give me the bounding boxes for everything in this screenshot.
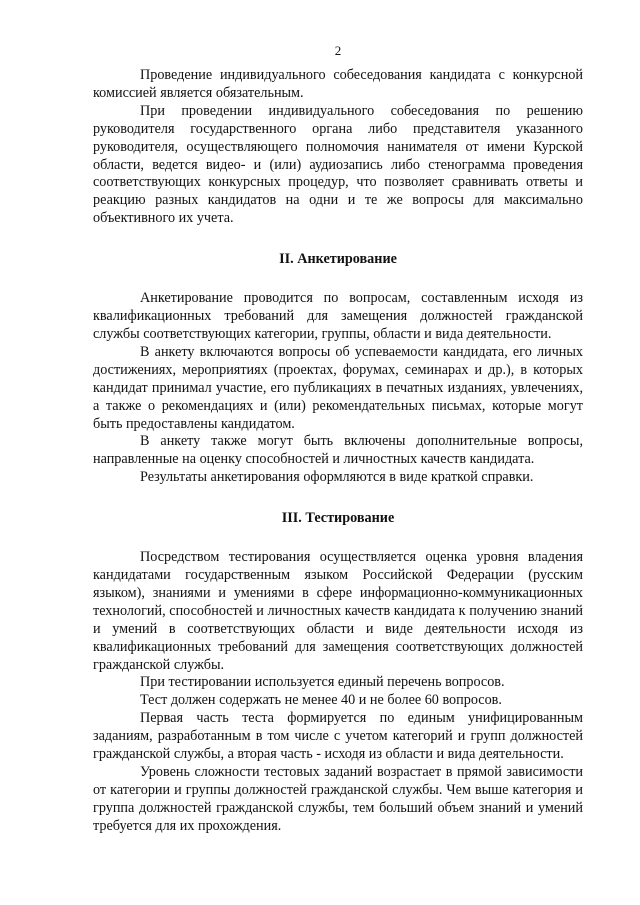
section-heading: II. Анкетирование — [279, 251, 397, 268]
paragraph: Посредством тестирования осуществляется оценка уровня владения кандидатами государственным языком Российской Федерации (русским языком), знаниями и умениями в сфере информационно-коммуникационных технологий, способностей и личностных качеств кандидата к получению знаний и умений в соответствующих области и виде деятельности исходя из квалификационных требований для замещения соответствующих должностей гражданской службы. — [93, 549, 583, 673]
section-heading: III. Тестирование — [281, 510, 395, 527]
paragraph: Проведение индивидуального собеседования кандидата с конкурсной комиссией является обязательным. — [93, 67, 583, 101]
paragraph: Уровень сложности тестовых заданий возрастает в прямой зависимости от категории и группы должностей гражданской службы. Чем выше категория и группа должностей гражданской службы, тем больший объем знаний и умений требуется для их прохождения. — [93, 764, 583, 834]
paragraph: В анкету также могут быть включены дополнительные вопросы, направленные на оценку способностей и личностных качеств кандидата. — [93, 433, 583, 468]
paragraph: Тест должен содержать не менее 40 и не более 60 вопросов. — [140, 692, 502, 709]
paragraph: При тестировании используется единый перечень вопросов. — [140, 674, 505, 691]
paragraph: При проведении индивидуального собеседования по решению руководителя государственного органа либо представителя указанного руководителя, осуществляющего полномочия нанимателя от имени Курской области, ведется видео- и (или) аудиозапись либо стенограмма проведения соответствующих конкурсных процедур, что позволяет сравнивать ответы и реакцию разных кандидатов на одни и те же вопросы для максимально объективного их учета. — [93, 102, 583, 227]
page-number: 2 — [334, 43, 342, 58]
paragraph: Первая часть теста формируется по единым унифицированным заданиям, разработанным в том числе с учетом категорий и групп должностей гражданской службы, а вторая часть - исходя из области и вида деятельности. — [93, 710, 583, 763]
paragraph: Результаты анкетирования оформляются в виде краткой справки. — [140, 469, 534, 486]
paragraph: В анкету включаются вопросы об успеваемости кандидата, его личных достижениях, мероприятиях (проектах, форумах, семинарах и др.), в которых кандидат принимал участие, его публикациях в печатных изданиях, увлечениях, а также о рекомендациях и (или) рекомендательных письмах, которые могут быть предоставлены кандидатом. — [93, 343, 583, 432]
paragraph: Анкетирование проводится по вопросам, составленным исходя из квалификационных требований для замещения должностей гражданской службы соответствующих категории, группы, области и вида деятельности. — [93, 290, 583, 342]
